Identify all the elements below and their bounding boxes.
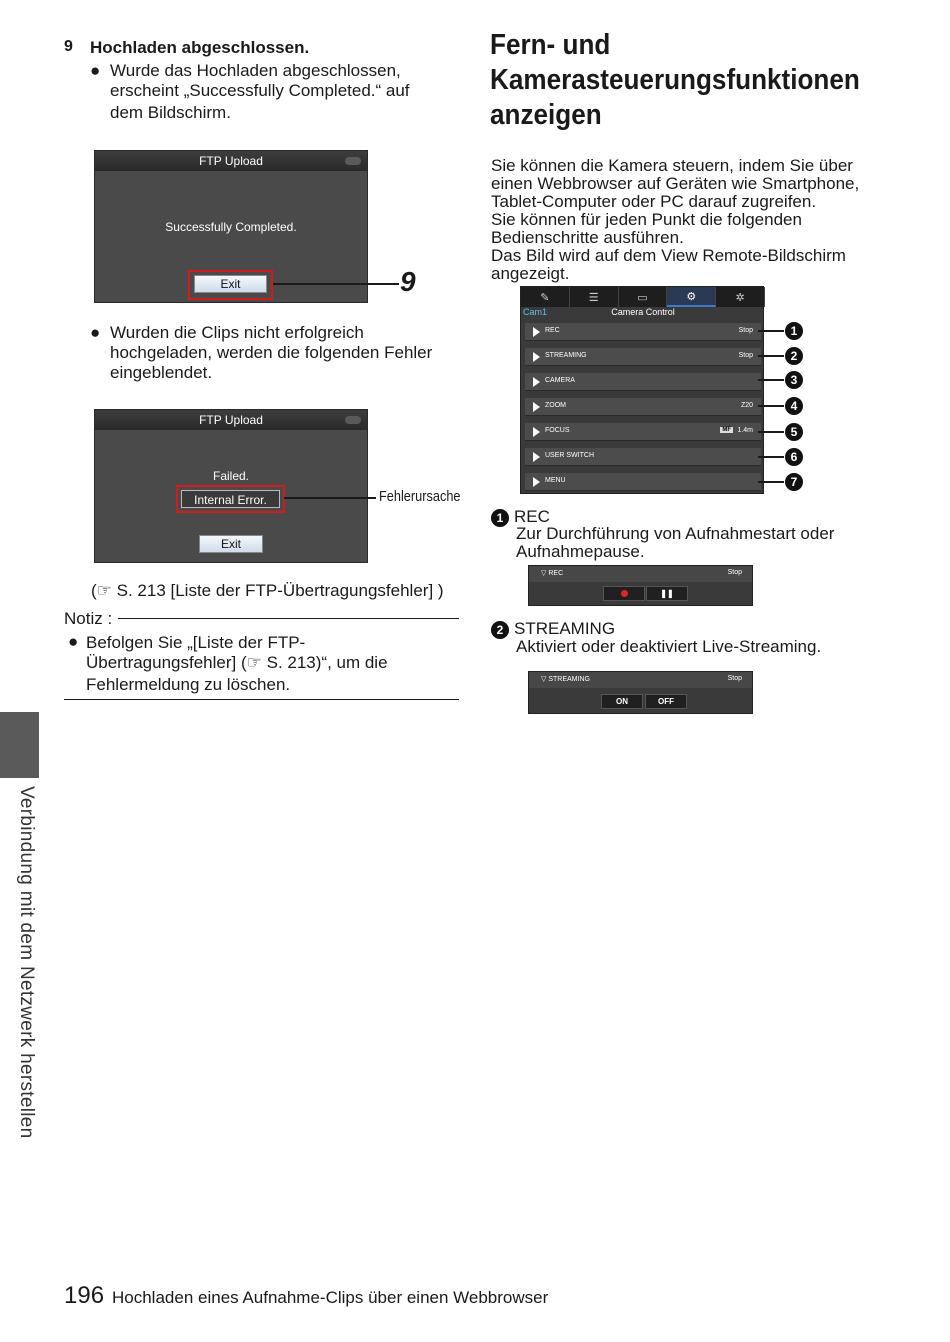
callout-line: [758, 405, 784, 407]
row-zoom[interactable]: ZOOM Z20: [525, 398, 761, 416]
exit-button[interactable]: Exit: [194, 275, 267, 293]
exit-button[interactable]: Exit: [199, 535, 263, 553]
callout-1: 1: [785, 322, 803, 340]
error-message: Internal Error.: [181, 490, 280, 508]
clip-list-icon[interactable]: ☰: [570, 287, 619, 307]
bullet-dot: ●: [90, 323, 101, 342]
reference-link[interactable]: (☞ S. 213 [Liste der FTP-Übertragungsfehler] ): [91, 581, 444, 600]
expand-arrow-icon: [533, 377, 540, 387]
collapse-arrow-icon: ▽: [541, 676, 547, 683]
camera-settings-icon[interactable]: ⚙: [667, 287, 716, 307]
chapter-tab-marker: [0, 712, 39, 778]
callout-line: [758, 379, 784, 381]
bullet-dot: ●: [90, 61, 101, 80]
footer-title: Hochladen eines Aufnahme-Clips über einen Webbrowser: [112, 1288, 549, 1307]
note-divider: [64, 699, 459, 700]
streaming-panel: [528, 671, 753, 714]
pause-button[interactable]: [646, 586, 688, 601]
section-heading: Fern- und Kamerasteuerungsfunktionen anzeigen: [490, 29, 860, 131]
camera-control-screen: [520, 286, 764, 494]
note-divider: [118, 618, 459, 619]
row-streaming[interactable]: STREAMING Stop: [525, 348, 761, 366]
chapter-tab-label: Verbindung mit dem Netzwerk herstellen: [16, 786, 37, 1139]
rec-panel-header[interactable]: ▽ REC Stop: [529, 566, 752, 582]
row-user-switch[interactable]: USER SWITCH: [525, 448, 761, 466]
callout-line: [284, 497, 376, 499]
failed-message: Failed.: [212, 469, 250, 483]
row-focus[interactable]: FOCUS MF 1.4m: [525, 423, 761, 441]
streaming-on-button[interactable]: ON: [601, 694, 643, 709]
callout-line: [758, 431, 784, 433]
row-camera[interactable]: CAMERA: [525, 373, 761, 391]
note-line: Befolgen Sie „[Liste der FTP-: [86, 633, 306, 652]
row-rec[interactable]: REC Stop: [525, 323, 761, 341]
note-line: Übertragungsfehler] (☞ S. 213)“, um die: [86, 653, 388, 672]
expand-arrow-icon: [533, 452, 540, 462]
ftp-upload-success-screen: [94, 150, 368, 303]
collapse-arrow-icon: ▽: [541, 570, 547, 577]
camera-name: Cam1: [523, 307, 548, 317]
rec-section-heading: 1 REC: [491, 507, 550, 527]
gear-icon[interactable]: ✲: [716, 287, 765, 307]
expand-arrow-icon: [533, 352, 540, 362]
callout-line: [273, 283, 399, 285]
window-control-icon: [345, 416, 361, 424]
callout-7: 7: [785, 473, 803, 491]
expand-arrow-icon: [533, 427, 540, 437]
bullet-dot: ●: [68, 632, 79, 651]
screen-title-bar: FTP Upload: [95, 151, 367, 171]
monitor-icon[interactable]: ▭: [619, 287, 668, 307]
expand-arrow-icon: [533, 402, 540, 412]
pause-icon: ❚❚: [660, 589, 674, 598]
manual-focus-badge: MF: [722, 427, 731, 433]
streaming-section-description: Aktiviert oder deaktiviert Live-Streaming.: [516, 637, 822, 656]
note-label: Notiz :: [64, 609, 113, 628]
rec-panel: [528, 565, 753, 606]
page-number: 196: [64, 1282, 105, 1309]
streaming-panel-header[interactable]: ▽ STREAMING Stop: [529, 672, 752, 688]
tab-bar: [521, 287, 765, 307]
clip-edit-icon[interactable]: ✎: [521, 287, 570, 307]
intro-paragraph: Sie können die Kamera steuern, indem Sie über einen Webbrowser auf Geräten wie Smartphone, Tablet-Computer oder PC darauf zugreifen. Sie können für jeden Punkt die folgenden Bedienschritte ausführen. Das Bild wird auf dem View Remote-Bildschirm angezeigt.: [491, 156, 860, 283]
expand-arrow-icon: [533, 477, 540, 487]
callout-4: 4: [785, 397, 803, 415]
camera-header: [521, 307, 765, 321]
callout-3: 3: [785, 371, 803, 389]
rec-section-description: Zur Durchführung von Aufnahmestart oder Aufnahmepause.: [516, 524, 835, 561]
ftp-upload-failed-screen: [94, 409, 368, 563]
note-line: Fehlermeldung zu löschen.: [86, 675, 291, 694]
callout-2: 2: [785, 347, 803, 365]
streaming-section-heading: 2 STREAMING: [491, 619, 615, 639]
callout-5: 5: [785, 423, 803, 441]
record-icon: [621, 590, 628, 597]
expand-arrow-icon: [533, 327, 540, 337]
callout-number: 9: [400, 266, 416, 297]
screen-title-bar: FTP Upload: [95, 410, 367, 430]
window-control-icon: [345, 157, 361, 165]
streaming-off-button[interactable]: OFF: [645, 694, 687, 709]
success-message: Successfully Completed.: [165, 220, 297, 234]
record-button[interactable]: [603, 586, 645, 601]
camera-control-title: Camera Control: [611, 307, 675, 317]
callout-line: [758, 330, 784, 332]
callout-6: 6: [785, 448, 803, 466]
step-number: 9: [64, 38, 73, 55]
step-title: Hochladen abgeschlossen.: [90, 38, 310, 57]
callout-line: [758, 481, 784, 483]
row-menu[interactable]: MENU: [525, 473, 761, 491]
error-cause-label: Fehlerursache: [379, 488, 461, 505]
callout-line: [758, 355, 784, 357]
callout-line: [758, 456, 784, 458]
